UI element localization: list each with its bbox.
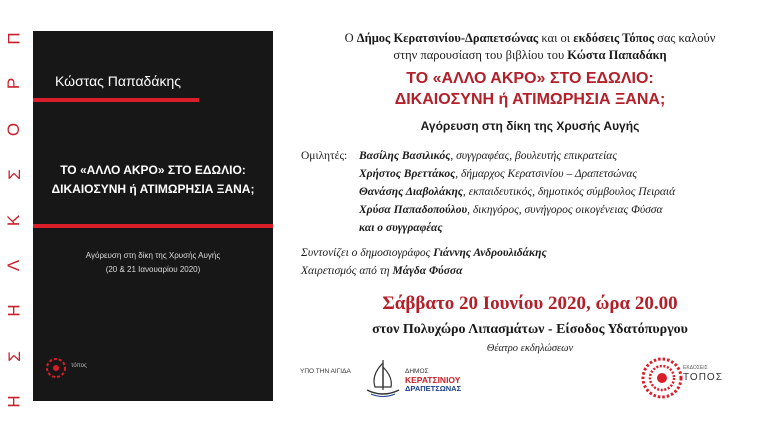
intro-publisher: εκδόσεις Τόπος bbox=[573, 31, 654, 45]
speaker-row bbox=[359, 168, 637, 180]
event-date: Σάββατο 20 Ιουνίου 2020, ώρα 20.00 bbox=[382, 293, 678, 314]
cover-subtitle-line1: Αγόρευση στη δίκη της Χρυσής Αυγής bbox=[85, 251, 221, 260]
event-title-line1: ΤΟ «ΑΛΛΟ ΑΚΡΟ» ΣΤΟ ΕΔΩΛΙΟ: bbox=[406, 70, 654, 87]
speaker-role: , συγγραφέας, βουλευτής επικρατείας bbox=[450, 150, 618, 162]
speaker-name: και ο συγγραφέας bbox=[359, 222, 443, 234]
side-letter: Ρ bbox=[4, 78, 24, 90]
cover-title-line2: ΔΙΚΑΙΟΣΥΝΗ ή ΑΤΙΜΩΡΗΣΙΑ ΞΑΝΑ; bbox=[51, 182, 255, 196]
event-title-line2: ΔΙΚΑΙΟΣΥΝΗ ή ΑΤΙΜΩΡΗΣΙΑ ΞΑΝΑ; bbox=[394, 91, 666, 108]
vertical-invitation-word bbox=[3, 30, 25, 410]
intro-text: Ο bbox=[344, 31, 357, 45]
speaker-name: Θανάσης Διαβολάκης bbox=[359, 186, 463, 198]
intro-text: στην παρουσίαση του βιβλίου του bbox=[393, 48, 568, 62]
cover-author: Κώστας Παπαδάκης bbox=[55, 73, 181, 89]
publisher-logo-icon bbox=[45, 357, 67, 379]
side-letter: Σ bbox=[4, 350, 24, 362]
speaker-role: , δήμαρχος Κερατσινίου – Δραπετσώνας bbox=[455, 168, 638, 180]
topos-logo-text bbox=[683, 366, 723, 383]
greeting-line bbox=[301, 265, 462, 277]
side-letter: Η bbox=[4, 304, 24, 317]
coordinator-line bbox=[301, 247, 547, 259]
intro-municipality: Δήμος Κερατσινίου-Δραπετσώνας bbox=[356, 31, 539, 45]
speaker-row bbox=[359, 150, 617, 162]
intro-text: σας καλούν bbox=[653, 31, 716, 45]
speaker-role: , εκπαιδευτικός, δημοτικός σύμβουλος Πειραιά bbox=[462, 186, 676, 198]
coordinator-text: Συντονίζει ο δημοσιογράφος bbox=[301, 247, 434, 259]
cover-red-bar-bottom bbox=[33, 224, 273, 228]
cover-red-bar-top bbox=[33, 98, 199, 102]
intro-line-1 bbox=[300, 31, 760, 46]
municipality-name: ΚΕΡΑΤΣΙΝΙΟΥ bbox=[405, 374, 461, 385]
municipality-name-2: ΔΡΑΠΕΤΣΩΝΑΣ bbox=[405, 383, 462, 393]
side-letter: Κ bbox=[4, 214, 24, 226]
speaker-row bbox=[359, 222, 443, 234]
topos-name: ΤΟΠΟΣ bbox=[683, 371, 723, 383]
topos-logo-icon bbox=[640, 356, 684, 400]
speaker-row bbox=[359, 204, 663, 216]
book-cover bbox=[33, 31, 273, 401]
cover-publisher-name: τόπος bbox=[71, 363, 87, 369]
coordinator-name: Γιάννης Ανδρουλιδάκης bbox=[433, 247, 547, 259]
intro-line-2 bbox=[300, 48, 760, 63]
cover-subtitle-line2: (20 & 21 Ιανουαρίου 2020) bbox=[105, 265, 201, 274]
municipality-label: ΔΗΜΟΣ bbox=[405, 368, 429, 375]
side-letter: Σ bbox=[4, 169, 24, 180]
ship-logo-icon bbox=[363, 357, 403, 399]
topos-small-label: ΕΚΔΟΣΕΙΣ bbox=[683, 365, 708, 371]
speaker-name: Χρύσα Παπαδοπούλου bbox=[359, 204, 468, 216]
speaker-row bbox=[359, 186, 675, 198]
event-subtitle: Αγόρευση στη δίκη της Χρυσής Αυγής bbox=[420, 119, 640, 133]
intro-text: και οι bbox=[538, 31, 574, 45]
greeting-name: Μάγδα Φύσσα bbox=[392, 265, 463, 277]
side-letter: Λ bbox=[4, 259, 24, 272]
speakers-label: Ομιλητές: bbox=[301, 150, 348, 162]
auspices-label: ΥΠΟ ΤΗΝ ΑΙΓΙΔΑ bbox=[300, 368, 351, 375]
side-letter: Ο bbox=[4, 122, 24, 136]
speaker-role: , δικηγόρος, συνήγορος οικογένειας Φύσσα bbox=[467, 204, 663, 216]
speaker-name: Βασίλης Βασιλικός bbox=[359, 150, 451, 162]
cover-title-line1: ΤΟ «ΑΛΛΟ ΑΚΡΟ» ΣΤΟ ΕΔΩΛΙΟ: bbox=[60, 163, 246, 177]
side-letter: Η bbox=[4, 395, 24, 408]
event-venue: στον Πολυχώρο Λιπασμάτων - Είσοδος Υδατόπυργου bbox=[372, 322, 688, 337]
side-letter: Π bbox=[4, 32, 24, 45]
intro-author: Κώστα Παπαδάκη bbox=[567, 48, 667, 62]
municipality-logo-text bbox=[405, 369, 461, 393]
event-hall: Θέατρο εκδηλώσεων bbox=[486, 343, 574, 354]
speaker-name: Χρήστος Βρεττάκος bbox=[359, 168, 456, 180]
greeting-text: Χαιρετισμός από τη bbox=[301, 265, 393, 277]
